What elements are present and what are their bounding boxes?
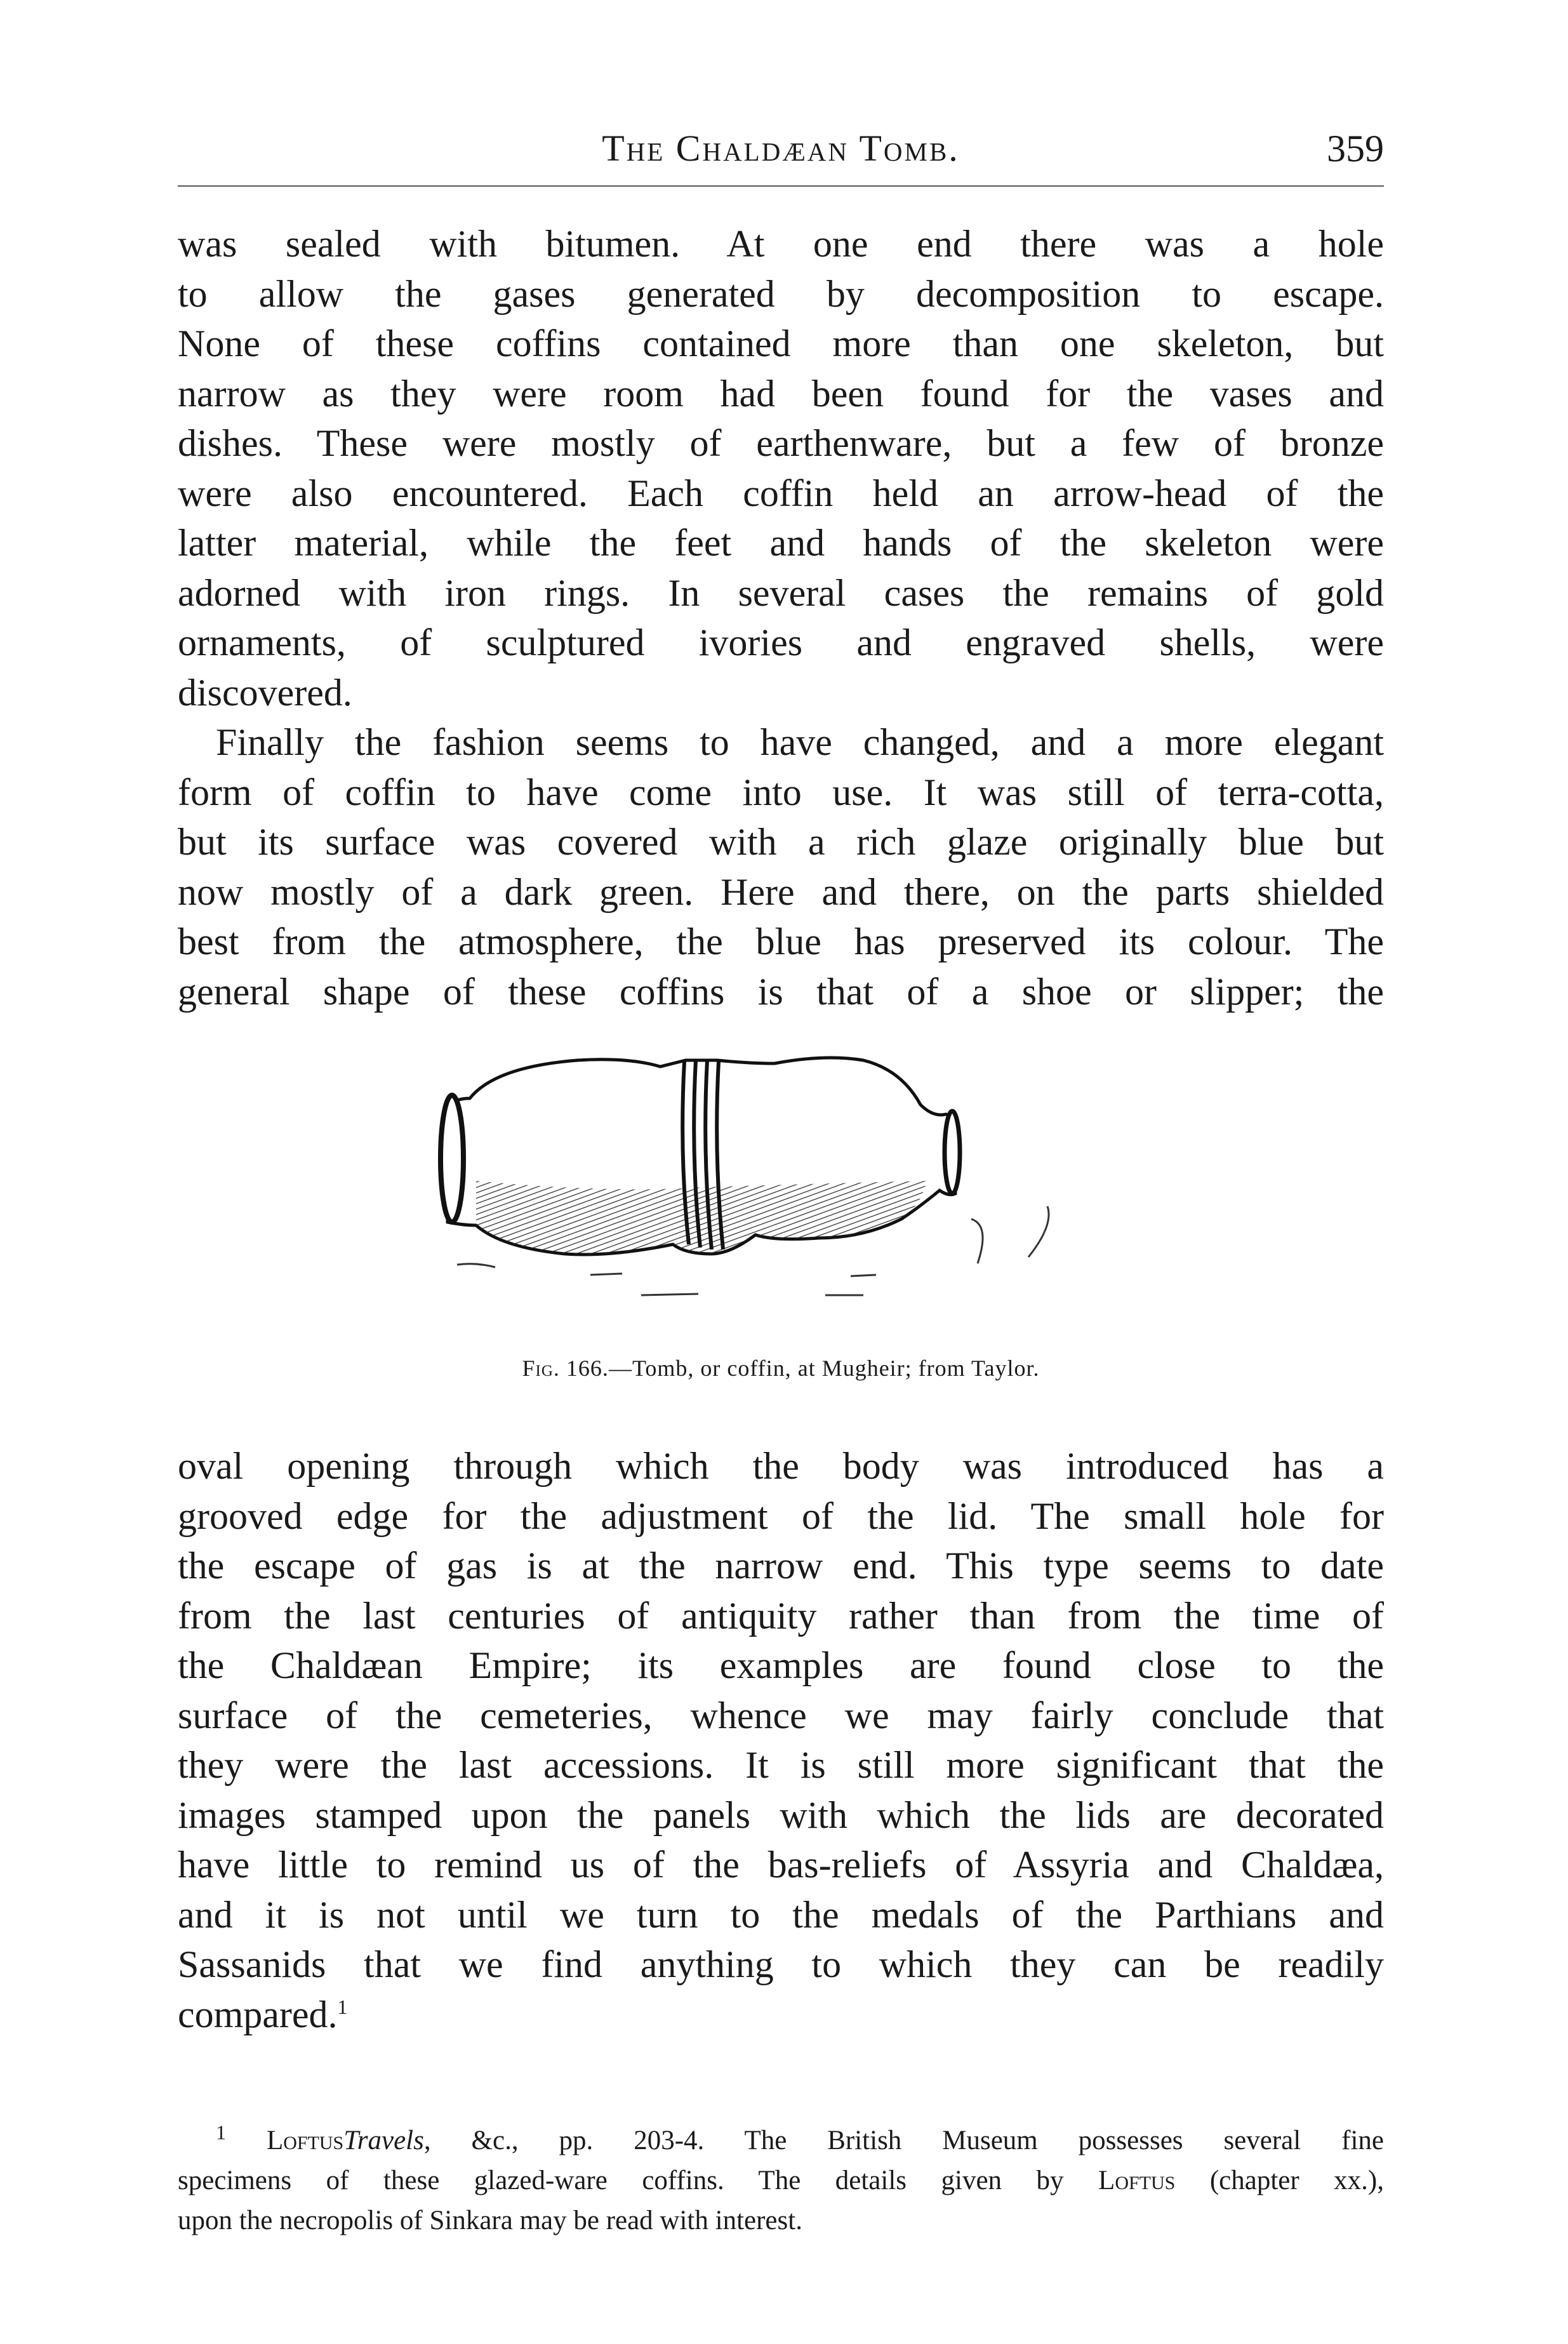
text-line: Finally the fashion seems to have changed, and a more elegant (216, 721, 1384, 763)
footnote-author: Loftus (1098, 2166, 1176, 2195)
text-line: best from the atmosphere, the blue has preserved its colour. The (178, 921, 1384, 962)
text-line: was sealed with bitumen. At one end there was a hole (178, 223, 1384, 265)
text-line: discovered. (178, 671, 352, 714)
figure-caption-text: —Tomb, or coffin, at Mugheir; from Taylor. (608, 1355, 1040, 1381)
text-line: adorned with iron rings. In several cases the remains of gold (178, 571, 1384, 614)
footnote-reference[interactable]: 1 (337, 1995, 348, 2018)
page-header (178, 127, 1384, 197)
text-line: latter material, while the feet and hands of the skeleton were (178, 522, 1384, 564)
footnote (178, 2121, 1384, 2241)
footnote-line: upon the necropolis of Sinkara may be read with interest. (178, 2206, 802, 2235)
footnote-line (178, 2121, 1384, 2161)
footnote-text: , &c., pp. 203-4. The British Museum possesses several fine (423, 2126, 1384, 2155)
text-line: grooved edge for the adjustment of the lid. The small hole for (178, 1495, 1384, 1537)
footnote-author: Loftus (266, 2126, 344, 2155)
running-title: The Chaldæan Tomb. (602, 128, 960, 169)
text-line: but its surface was covered with a rich glaze originally blue but (178, 821, 1384, 863)
coffin-illustration (419, 1035, 1206, 1302)
text-line: from the last centuries of antiquity rather than from the time of (178, 1594, 1384, 1637)
text-line-content: compared. (178, 1993, 338, 2035)
text-line: have little to remind us of the bas-reliefs of Assyria and Chaldæa, (178, 1844, 1384, 1886)
text-line: to allow the gases generated by decomposition to escape. (178, 272, 1384, 315)
figure-caption (178, 1352, 1384, 1384)
text-line: ornaments, of sculptured ivories and engraved shells, were (178, 622, 1384, 663)
text-line: were also encountered. Each coffin held an arrow-head of the (178, 472, 1384, 514)
text-line: general shape of these coffins is that of a shoe or slipper; the (178, 970, 1384, 1013)
footnote-marker: 1 (216, 2121, 226, 2144)
text-line: form of coffin to have come into use. It was still of terra-cotta, (178, 771, 1384, 813)
text-line: Sassanids that we find anything to which they can be readily (178, 1943, 1384, 1985)
body-text-before-figure (178, 219, 1384, 1016)
body-text-after-figure (178, 1441, 1384, 2039)
text-line: they were the last accessions. It is still more significant that the (178, 1744, 1384, 1786)
text-line: the Chaldæan Empire; its examples are found close to the (178, 1644, 1384, 1686)
header-rule (178, 185, 1384, 187)
text-line: surface of the cemeteries, whence we may fairly conclude that (178, 1694, 1384, 1736)
text-line (178, 1990, 1384, 2040)
footnote-work: Travels (343, 2126, 424, 2155)
text-line: narrow as they were room had been found for the vases and (178, 372, 1384, 415)
footnote-line (178, 2161, 1384, 2201)
text-line: dishes. These were mostly of earthenware, but a few of bronze (178, 422, 1384, 464)
footnote-text: (chapter xx.), (1175, 2166, 1384, 2195)
figure-label: Fig. 166. (522, 1355, 609, 1381)
text-line: now mostly of a dark green. Here and there, on the parts shielded (178, 870, 1384, 913)
text-line: oval opening through which the body was introduced has a (178, 1445, 1384, 1487)
text-line: images stamped upon the panels with which the lids are decorated (178, 1794, 1384, 1836)
coffin-drawing-icon (419, 1035, 1206, 1302)
text-line: None of these coffins contained more than one skeleton, but (178, 323, 1384, 364)
text-line: the escape of gas is at the narrow end. This type seems to date (178, 1545, 1384, 1587)
footnote-text: specimens of these glazed-ware coffins. The details given by (178, 2166, 1099, 2195)
page-number: 359 (1327, 128, 1384, 170)
text-line: and it is not until we turn to the medals of the Parthians and (178, 1893, 1384, 1936)
